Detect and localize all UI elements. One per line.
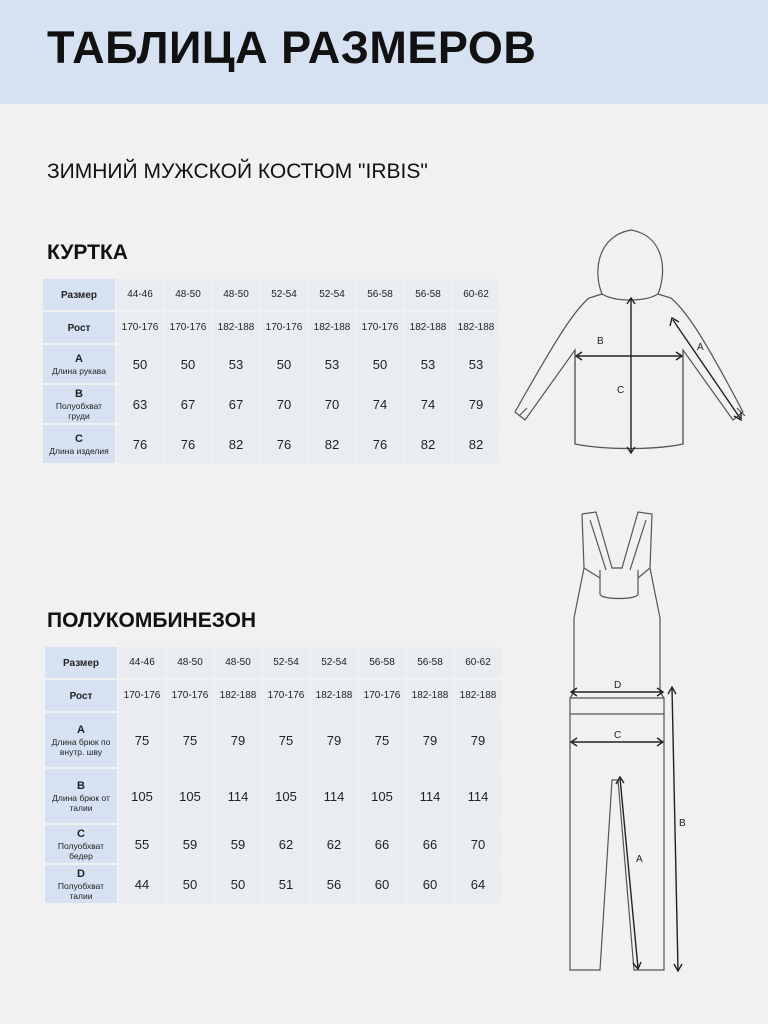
size-cell: 52-54 — [263, 647, 309, 678]
value-cell: 79 — [407, 713, 453, 767]
size-row — [45, 647, 501, 678]
size-cell: 52-54 — [311, 647, 357, 678]
overalls-size-table — [43, 645, 503, 905]
measurement-row — [45, 865, 501, 903]
value-cell: 79 — [311, 713, 357, 767]
measurement-row — [43, 425, 499, 463]
value-cell: 114 — [407, 769, 453, 823]
value-cell: 70 — [261, 385, 307, 423]
measurement-letter: В — [75, 387, 83, 400]
value-cell: 105 — [167, 769, 213, 823]
measurement-letter: А — [75, 352, 83, 365]
measurement-label — [45, 713, 117, 767]
size-row-label — [43, 279, 115, 310]
value-cell: 50 — [165, 345, 211, 383]
value-cell: 76 — [117, 425, 163, 463]
value-cell: 74 — [405, 385, 451, 423]
size-cell: 56-58 — [405, 279, 451, 310]
height-cell: 182-188 — [309, 312, 355, 343]
value-cell: 82 — [309, 425, 355, 463]
height-cell: 170-176 — [119, 680, 165, 711]
size-cell: 52-54 — [261, 279, 307, 310]
jacket-illustration — [505, 222, 755, 462]
size-cell: 60-62 — [453, 279, 499, 310]
height-cell: 170-176 — [359, 680, 405, 711]
measurement-letter: А — [77, 723, 85, 736]
value-cell: 50 — [357, 345, 403, 383]
value-cell: 79 — [215, 713, 261, 767]
jacket-section-title: КУРТКА — [47, 241, 128, 264]
value-cell: 53 — [405, 345, 451, 383]
height-cell: 170-176 — [263, 680, 309, 711]
measurement-letter: С — [75, 432, 83, 445]
value-cell: 64 — [455, 865, 501, 903]
measurement-description: бедер — [69, 850, 93, 861]
value-cell: 50 — [215, 865, 261, 903]
value-cell: 53 — [213, 345, 259, 383]
measurement-label — [43, 385, 115, 423]
value-cell: 66 — [407, 825, 453, 863]
size-cell: 56-58 — [357, 279, 403, 310]
height-label: Рост — [67, 322, 91, 334]
height-cell: 182-188 — [453, 312, 499, 343]
page-title: ТАБЛИЦА РАЗМЕРОВ — [47, 22, 537, 73]
overalls-label-b: B — [679, 818, 686, 829]
measurement-label — [45, 769, 117, 823]
height-cell: 182-188 — [215, 680, 261, 711]
height-cell: 170-176 — [357, 312, 403, 343]
height-cell: 170-176 — [261, 312, 307, 343]
value-cell: 50 — [261, 345, 307, 383]
size-row — [43, 279, 499, 310]
value-cell: 114 — [215, 769, 261, 823]
value-cell: 59 — [215, 825, 261, 863]
value-cell: 50 — [117, 345, 163, 383]
measurement-description: Полуобхват — [57, 840, 105, 851]
overalls-label-c: C — [614, 730, 622, 741]
height-row — [45, 680, 501, 711]
value-cell: 105 — [119, 769, 165, 823]
height-cell: 182-188 — [213, 312, 259, 343]
measurement-row — [43, 345, 499, 383]
overalls-label-a: A — [636, 854, 643, 865]
value-cell: 44 — [119, 865, 165, 903]
value-cell: 62 — [263, 825, 309, 863]
size-row-label — [45, 647, 117, 678]
height-label: Рост — [69, 690, 93, 702]
value-cell: 75 — [119, 713, 165, 767]
measurement-description: талии — [69, 802, 93, 813]
measurement-letter: В — [77, 779, 85, 792]
measurement-description: Длина брюк по — [51, 736, 111, 747]
height-cell: 182-188 — [405, 312, 451, 343]
value-cell: 114 — [311, 769, 357, 823]
value-cell: 62 — [311, 825, 357, 863]
value-cell: 79 — [455, 713, 501, 767]
value-cell: 50 — [167, 865, 213, 903]
value-cell: 70 — [309, 385, 355, 423]
size-cell: 44-46 — [117, 279, 163, 310]
overalls-illustration — [560, 508, 700, 978]
measurement-row — [45, 825, 501, 863]
value-cell: 59 — [167, 825, 213, 863]
measurement-description: Полуобхват — [57, 880, 105, 891]
height-cell: 182-188 — [311, 680, 357, 711]
value-cell: 76 — [357, 425, 403, 463]
value-cell: 75 — [359, 713, 405, 767]
value-cell: 53 — [453, 345, 499, 383]
measurement-label — [43, 345, 115, 383]
measurement-label — [45, 865, 117, 903]
value-cell: 55 — [119, 825, 165, 863]
height-cell: 170-176 — [165, 312, 211, 343]
page-header — [0, 0, 768, 104]
height-cell: 170-176 — [167, 680, 213, 711]
jacket-label-a: A — [697, 342, 704, 353]
height-cell: 182-188 — [407, 680, 453, 711]
measurement-row — [45, 769, 501, 823]
value-cell: 75 — [263, 713, 309, 767]
measurement-description: внутр. шву — [59, 746, 103, 757]
measurement-description: Длина рукава — [52, 365, 106, 376]
height-row — [43, 312, 499, 343]
measurement-description: талии — [69, 890, 93, 901]
measurement-row — [43, 385, 499, 423]
value-cell: 76 — [261, 425, 307, 463]
value-cell: 74 — [357, 385, 403, 423]
value-cell: 60 — [359, 865, 405, 903]
value-cell: 82 — [405, 425, 451, 463]
measurement-label — [43, 425, 115, 463]
jacket-label-b: B — [597, 336, 604, 347]
size-cell: 56-58 — [359, 647, 405, 678]
value-cell: 105 — [263, 769, 309, 823]
value-cell: 53 — [309, 345, 355, 383]
jacket-size-table — [41, 277, 501, 465]
size-cell: 52-54 — [309, 279, 355, 310]
value-cell: 75 — [167, 713, 213, 767]
size-label: Размер — [62, 657, 99, 669]
value-cell: 66 — [359, 825, 405, 863]
size-cell: 56-58 — [407, 647, 453, 678]
height-row-label — [45, 680, 117, 711]
value-cell: 82 — [453, 425, 499, 463]
overalls-section-title: ПОЛУКОМБИНЕЗОН — [47, 609, 257, 632]
value-cell: 70 — [455, 825, 501, 863]
measurement-description: Длина изделия — [49, 445, 109, 456]
value-cell: 60 — [407, 865, 453, 903]
value-cell: 105 — [359, 769, 405, 823]
size-cell: 48-50 — [165, 279, 211, 310]
measurement-description: Полуобхват — [55, 400, 103, 411]
measurement-description: Длина брюк от — [52, 792, 110, 803]
value-cell: 67 — [213, 385, 259, 423]
value-cell: 82 — [213, 425, 259, 463]
height-row-label — [43, 312, 115, 343]
size-cell: 48-50 — [215, 647, 261, 678]
measurement-description: груди — [68, 410, 90, 421]
size-cell: 44-46 — [119, 647, 165, 678]
value-cell: 79 — [453, 385, 499, 423]
value-cell: 76 — [165, 425, 211, 463]
measurement-letter: С — [77, 827, 85, 840]
measurement-letter: D — [77, 867, 85, 880]
measurement-row — [45, 713, 501, 767]
size-cell: 60-62 — [455, 647, 501, 678]
value-cell: 67 — [165, 385, 211, 423]
jacket-label-c: C — [617, 385, 625, 396]
size-cell: 48-50 — [167, 647, 213, 678]
measurement-label — [45, 825, 117, 863]
value-cell: 63 — [117, 385, 163, 423]
size-label: Размер — [60, 289, 97, 301]
overalls-label-d: D — [614, 680, 622, 691]
size-cell: 48-50 — [213, 279, 259, 310]
product-title: ЗИМНИЙ МУЖСКОЙ КОСТЮМ "IRBIS" — [47, 160, 428, 183]
height-cell: 182-188 — [455, 680, 501, 711]
value-cell: 51 — [263, 865, 309, 903]
value-cell: 56 — [311, 865, 357, 903]
height-cell: 170-176 — [117, 312, 163, 343]
value-cell: 114 — [455, 769, 501, 823]
